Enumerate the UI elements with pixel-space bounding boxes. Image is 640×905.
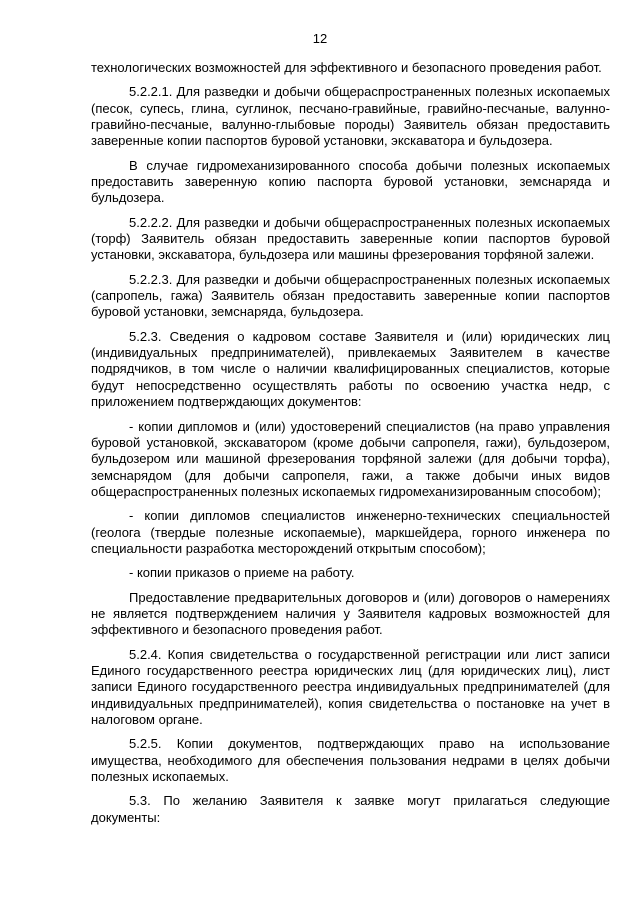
- list-item-engineering-diplomas: - копии дипломов специалистов инженерно-технических специальностей (геолога (твердые полезные ископаемые), маркшейдера, горного инженера по специальности разработка месторождений открытым способом);: [91, 508, 610, 557]
- paragraph-continuation: технологических возможностей для эффективного и безопасного проведения работ.: [91, 60, 602, 75]
- paragraph-5-2-2-1: 5.2.2.1. Для разведки и добычи общераспространенных полезных ископаемых (песок, супесь, глина, суглинок, песчано-гравийные, гравийно-песчаные, валунно-гравийно-песчаные, валунно-глыбовые породы) Заявитель обязан предоставить заверенные копии паспортов буровой установки, экскаватора и бульдозера.: [91, 84, 610, 149]
- paragraph-5-3: 5.3. По желанию Заявителя к заявке могут прилагаться следующие документы:: [91, 793, 610, 825]
- paragraph-preliminary-contracts: Предоставление предварительных договоров и (или) договоров о намерениях не является подтверждением наличия у Заявителя кадровых возможностей для эффективного и безопасного проведения работ.: [91, 589, 610, 638]
- paragraph-5-2-2-3: 5.2.2.3. Для разведки и добычи общераспространенных полезных ископаемых (сапропель, гажа) Заявитель обязан предоставить заверенные копии паспортов буровой установки, земснаряда, бульдозера.: [91, 271, 610, 320]
- paragraph-5-2-2-2: 5.2.2.2. Для разведки и добычи общераспространенных полезных ископаемых (торф) Заявитель обязан предоставить заверенные копии паспортов буровой установки, экскаватора, бульдозера или машины фрезерования торфяной залежи.: [91, 214, 610, 263]
- paragraph-5-2-5: 5.2.5. Копии документов, подтверждающих право на использование имущества, необходимого для обеспечения пользования недрами в целях добычи полезных ископаемых.: [91, 736, 610, 785]
- paragraph-5-2-4: 5.2.4. Копия свидетельства о государственной регистрации или лист записи Единого государственного реестра юридических лиц (для юридических лиц), лист записи Единого государственного реестра индивидуальных предпринимателей (для индивидуальных предпринимателей), копия свидетельства о постановке на учет в налоговом органе.: [91, 646, 610, 728]
- list-item-diplomas-certificates: - копии дипломов и (или) удостоверений специалистов (на право управления буровой установкой, экскаватором (кроме добычи сапропеля, гажи), бульдозером, бульдозером или машиной фрезерования торфяной залежи (для добычи торфа), земснарядом (для добычи сапропеля, гажи, а также добычи иных видов общераспространенных полезных ископаемых гидромеханизированным способом);: [91, 418, 610, 500]
- list-item-hiring-orders: - копии приказов о приеме на работу.: [129, 565, 355, 581]
- paragraph-hydromechanized: В случае гидромеханизированного способа добычи полезных ископаемых предоставить заверенную копию паспорта буровой установки, земснаряда и бульдозера.: [91, 157, 610, 206]
- paragraph-5-2-3: 5.2.3. Сведения о кадровом составе Заявителя и (или) юридических лиц (индивидуальных предпринимателей), привлекаемых Заявителем в качестве подрядчиков, в том числе о наличии квалифицированных специалистов, которые будут непосредственно осуществлять работы по освоению участка недр, с приложением подтверждающих документов:: [91, 328, 610, 410]
- page-number: 12: [312, 31, 328, 46]
- document-body: [91, 60, 610, 834]
